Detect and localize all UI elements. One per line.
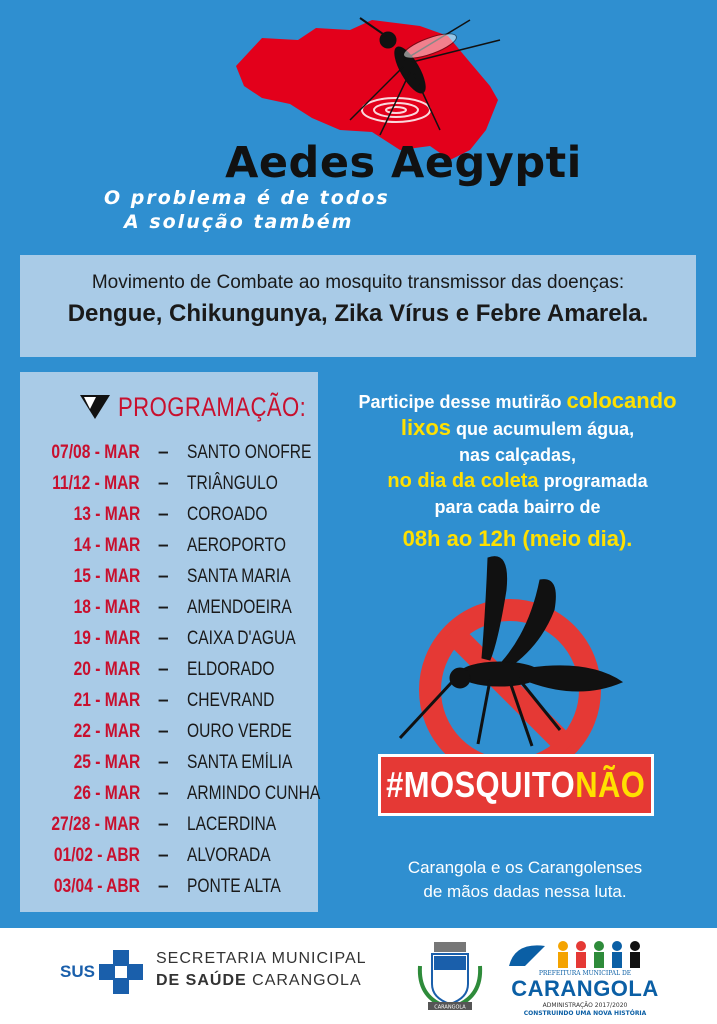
schedule-date: 07/08 - MAR xyxy=(51,442,140,463)
crest-text: CARANGOLA xyxy=(434,1004,466,1011)
schedule-row xyxy=(20,686,318,717)
schedule-row xyxy=(20,841,318,872)
schedule-date: 13 - MAR xyxy=(73,504,140,525)
slogan-line-1: O problema é de todos xyxy=(104,187,390,209)
schedule-place: LACERDINA xyxy=(187,814,277,835)
schedule-place: SANTA EMÍLIA xyxy=(187,752,293,773)
schedule-row xyxy=(20,500,318,531)
prefeitura-adm: ADMINISTRAÇÃO 2017/2020 xyxy=(542,1002,628,1009)
prefeitura-sub: CONSTRUINDO UMA NOVA HISTÓRIA xyxy=(523,1010,647,1017)
schedule-dash: – xyxy=(158,845,169,866)
schedule-date: 25 - MAR xyxy=(73,752,140,773)
schedule-dash: – xyxy=(158,504,169,525)
schedule-place: SANTO ONOFRE xyxy=(187,442,312,463)
info-line-6: 08h ao 12h (meio dia). xyxy=(402,526,633,551)
schedule-dash: – xyxy=(158,473,169,494)
schedule-place: PONTE ALTA xyxy=(187,876,281,897)
schedule-header xyxy=(80,390,348,424)
schedule-row xyxy=(20,717,318,748)
schedule-dash: – xyxy=(158,721,169,742)
schedule-place: CHEVRAND xyxy=(187,690,275,711)
prefeitura-name: CARANGOLA xyxy=(511,976,659,1001)
schedule-row xyxy=(20,531,318,562)
hashtag-part-2: NÃO xyxy=(575,764,646,805)
schedule-place: AEROPORTO xyxy=(187,535,286,556)
schedule-place: ELDORADO xyxy=(187,659,275,680)
schedule-date: 22 - MAR xyxy=(73,721,140,742)
triangle-icon xyxy=(80,395,110,419)
people-icon xyxy=(505,936,665,972)
schedule-date: 26 - MAR xyxy=(73,783,140,804)
schedule-place: SANTA MARIA xyxy=(187,566,291,587)
schedule-dash: – xyxy=(158,628,169,649)
schedule-place: CAIXA D'AGUA xyxy=(187,628,296,649)
schedule-place: COROADO xyxy=(187,504,268,525)
page-title: Aedes Aegypti xyxy=(225,138,582,188)
no-mosquito-icon xyxy=(390,550,630,770)
closing-line-1: Carangola e os Carangolenses xyxy=(407,858,643,877)
schedule-place: ARMINDO CUNHA xyxy=(187,783,321,804)
intro-box xyxy=(20,255,696,357)
schedule-place: OURO VERDE xyxy=(187,721,292,742)
schedule-place: AMENDOEIRA xyxy=(187,597,292,618)
slogan-line-2: A solução também xyxy=(124,211,354,233)
schedule-row xyxy=(20,562,318,593)
schedule-date: 27/28 - MAR xyxy=(51,814,140,835)
info-line-4: no dia da coleta programada xyxy=(387,470,648,492)
schedule-place: TRIÂNGULO xyxy=(187,473,278,494)
sus-label: SUS xyxy=(60,962,95,981)
hashtag-banner xyxy=(378,754,654,816)
schedule-date: 01/02 - ABR xyxy=(53,845,140,866)
schedule-date: 18 - MAR xyxy=(73,597,140,618)
cross-icon xyxy=(99,950,143,994)
schedule-rows xyxy=(20,438,321,903)
intro-line-1: Movimento de Combate ao mosquito transmissor das doenças: xyxy=(91,272,625,293)
schedule-dash: – xyxy=(158,597,169,618)
schedule-dash: – xyxy=(158,814,169,835)
prefeitura-logo xyxy=(505,936,665,1022)
schedule-row xyxy=(20,624,318,655)
schedule-dash: – xyxy=(158,442,169,463)
hero xyxy=(0,0,717,250)
schedule-dash: – xyxy=(158,566,169,587)
schedule-dash: – xyxy=(158,876,169,897)
schedule-dash: – xyxy=(158,659,169,680)
sus-logo xyxy=(60,950,143,994)
schedule-place: ALVORADA xyxy=(187,845,271,866)
schedule-row xyxy=(20,593,318,624)
schedule-date: 21 - MAR xyxy=(73,690,140,711)
schedule-dash: – xyxy=(158,783,169,804)
schedule-row xyxy=(20,872,318,903)
schedule-row xyxy=(20,655,318,686)
schedule-date: 03/04 - ABR xyxy=(53,876,140,897)
schedule-title: PROGRAMAÇÃO: xyxy=(118,391,307,422)
info-line-5: para cada bairro de xyxy=(434,497,601,517)
closing-line-2: de mãos dadas nessa luta. xyxy=(423,882,627,901)
schedule-dash: – xyxy=(158,535,169,556)
hero-graphic xyxy=(0,0,717,250)
schedule-date: 19 - MAR xyxy=(73,628,140,649)
info-line-3: nas calçadas, xyxy=(458,445,577,465)
schedule-date: 15 - MAR xyxy=(73,566,140,587)
schedule-dash: – xyxy=(158,752,169,773)
info-text xyxy=(330,388,705,556)
schedule-row xyxy=(20,810,318,841)
footer xyxy=(0,928,717,1024)
secretaria-line-2: DE SAÚDE CARANGOLA xyxy=(156,972,362,989)
prefeitura-top: PREFEITURA MUNICIPAL DE xyxy=(538,970,632,977)
schedule-row xyxy=(20,779,321,810)
info-line-1: Participe desse mutirão colocando xyxy=(358,388,677,413)
secretaria-line-1: SECRETARIA MUNICIPAL xyxy=(156,950,367,967)
schedule-row xyxy=(20,469,318,500)
info-line-2: lixos que acumulem água, xyxy=(400,415,635,440)
schedule-date: 14 - MAR xyxy=(73,535,140,556)
closing-text xyxy=(350,856,700,904)
schedule-panel xyxy=(20,372,321,912)
schedule-date: 11/12 - MAR xyxy=(52,473,140,494)
intro-line-2: Dengue, Chikungunya, Zika Vírus e Febre Amarela. xyxy=(67,300,649,327)
schedule-row xyxy=(20,438,318,469)
schedule-row xyxy=(20,748,318,779)
coat-of-arms-icon xyxy=(410,936,490,1016)
schedule-date: 20 - MAR xyxy=(73,659,140,680)
hashtag-part-1: #MOSQUITO xyxy=(386,764,576,805)
secretaria-logo xyxy=(156,950,367,990)
schedule-dash: – xyxy=(158,690,169,711)
